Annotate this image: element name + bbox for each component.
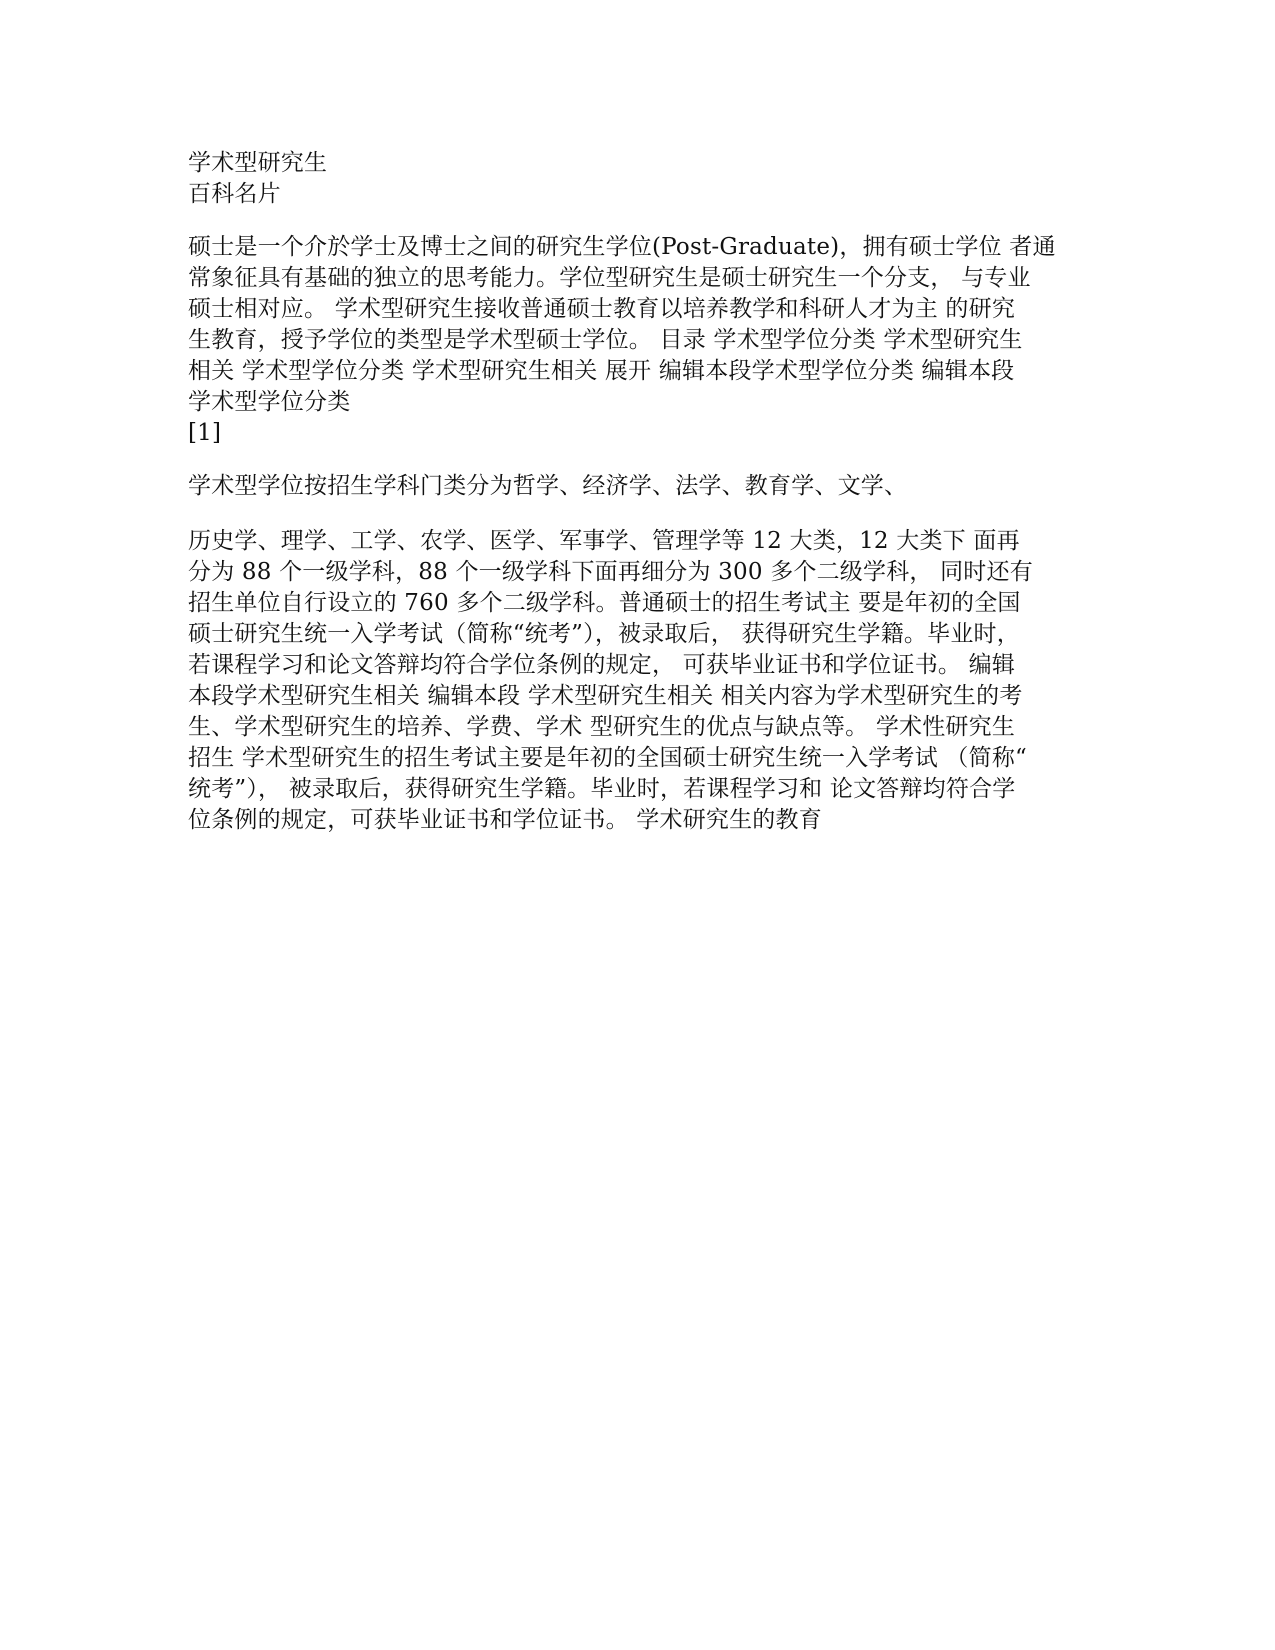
paragraph-classification <box>188 471 1098 502</box>
text-line: 学术型学位按招生学科门类分为哲学、经济学、法学、教育学、文学、 <box>188 473 908 499</box>
spacer <box>188 210 1098 232</box>
text-line: 历史学、理学、工学、农学、医学、军事学、管理学等 12 大类，12 大类下 面再 <box>188 528 1020 554</box>
text-line: 硕士相对应。 学术型研究生接收普通硕士教育以培养教学和科研人才为主 的研究 <box>188 296 1016 322</box>
paragraph-intro <box>188 232 1098 449</box>
text-line: 生教育，授予学位的类型是学术型硕士学位。 目录 学术型学位分类 学术型研究生 <box>188 327 1023 353</box>
spacer <box>188 449 1098 471</box>
text-line: 学术型学位分类 <box>188 389 351 415</box>
text-line: 招生 学术型研究生的招生考试主要是年初的全国硕士研究生统一入学考试 （简称“ <box>188 745 1027 771</box>
text-line: 常象征具有基础的独立的思考能力。学位型研究生是硕士研究生一个分支， 与专业 <box>188 265 1031 291</box>
document-content <box>188 148 1098 836</box>
spacer <box>188 502 1098 526</box>
text-line: 若课程学习和论文答辩均符合学位条例的规定， 可获毕业证书和学位证书。 编辑 <box>188 652 1016 678</box>
text-line: 位条例的规定，可获毕业证书和学位证书。 学术研究生的教育 <box>188 807 822 833</box>
text-line: 硕士是一个介於学士及博士之间的研究生学位(Post-Graduate)，拥有硕士学位 者通 <box>188 234 1056 260</box>
text-line: 本段学术型研究生相关 编辑本段 学术型研究生相关 相关内容为学术型研究生的考 <box>188 683 1023 709</box>
text-line: 分为 88 个一级学科，88 个一级学科下面再细分为 300 多个二级学科， 同时还有 <box>188 559 1033 585</box>
paragraph-details <box>188 526 1098 836</box>
document-title: 学术型研究生 <box>188 150 328 176</box>
reference-marker: [1] <box>188 420 222 446</box>
text-line: 硕士研究生统一入学考试（简称“统考”），被录取后， 获得研究生学籍。毕业时， <box>188 621 1020 647</box>
text-line: 生、学术型研究生的培养、学费、学术 型研究生的优点与缺点等。 学术性研究生 <box>188 714 1016 740</box>
document-subtitle: 百科名片 <box>188 181 281 207</box>
text-line: 招生单位自行设立的 760 多个二级学科。普通硕士的招生考试主 要是年初的全国 <box>188 590 1021 616</box>
text-line: 统考”）， 被录取后，获得研究生学籍。毕业时，若课程学习和 论文答辩均符合学 <box>188 776 1016 802</box>
text-line: 相关 学术型学位分类 学术型研究生相关 展开 编辑本段学术型学位分类 编辑本段 <box>188 358 1015 384</box>
